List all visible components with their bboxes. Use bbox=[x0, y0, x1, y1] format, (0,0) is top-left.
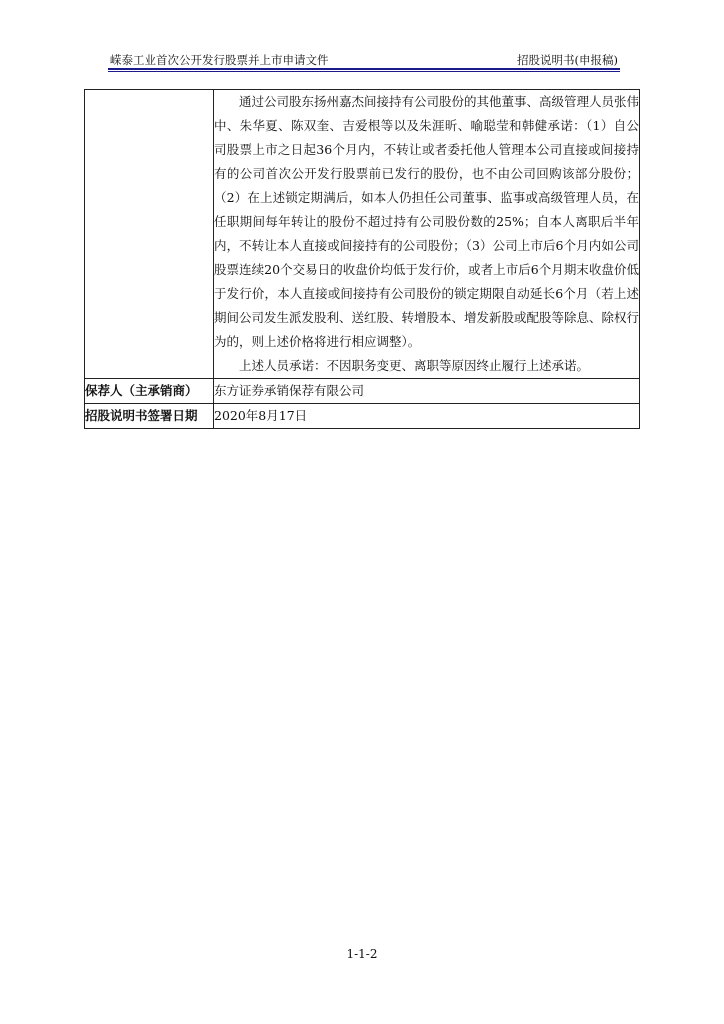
prospectus-info-table bbox=[84, 89, 640, 429]
table-row-sign-date bbox=[85, 404, 640, 429]
running-header bbox=[110, 52, 618, 68]
sponsor-value: 东方证券承销保荐有限公司 bbox=[214, 379, 640, 404]
sponsor-label: 保荐人（主承销商） bbox=[85, 379, 214, 404]
header-document-type: 招股说明书(申报稿) bbox=[517, 53, 618, 67]
table-row-sponsor bbox=[85, 379, 640, 404]
sign-date-value: 2020年8月17日 bbox=[214, 404, 640, 429]
commitments-cell bbox=[214, 90, 640, 379]
empty-label-cell bbox=[85, 90, 214, 379]
sign-date-label: 招股说明书签署日期 bbox=[85, 404, 214, 429]
header-rule bbox=[108, 68, 620, 70]
table-row-commitments bbox=[85, 90, 640, 379]
header-document-title: 嵘泰工业首次公开发行股票并上市申请文件 bbox=[110, 53, 329, 67]
commitment-paragraph: 通过公司股东扬州嘉杰间接持有公司股份的其他董事、高级管理人员张伟中、朱华夏、陈双奎、吉爱根等以及朱涯昕、喻聪莹和韩健承诺：（1）自公司股票上市之日起36个月内，不转让或者委托他人管理本公司直接或间接持有的公司首次公开发行股票前已发行的股份，也不由公司回购该部分股份；（2）在上述锁定期满后，如本人仍担任公司董事、监事或高级管理人员，在任职期间每年转让的股份不超过持有公司股份数的25%；自本人离职后半年内，不转让本人直接或间接持有的公司股份；（3）公司上市后6个月内如公司股票连续20个交易日的收盘价均低于发行价，或者上市后6个月期末收盘价低于发行价，本人直接或间接持有公司股份的锁定期限自动延长6个月（若上述期间公司发生派发股利、送红股、转增股本、增发新股或配股等除息、除权行为的，则上述价格将进行相应调整）。 bbox=[214, 94, 640, 349]
header-rule-secondary bbox=[108, 71, 620, 72]
page-number: 1-1-2 bbox=[346, 947, 378, 961]
commitment-paragraph: 上述人员承诺：不因职务变更、离职等原因终止履行上述承诺。 bbox=[239, 358, 590, 373]
